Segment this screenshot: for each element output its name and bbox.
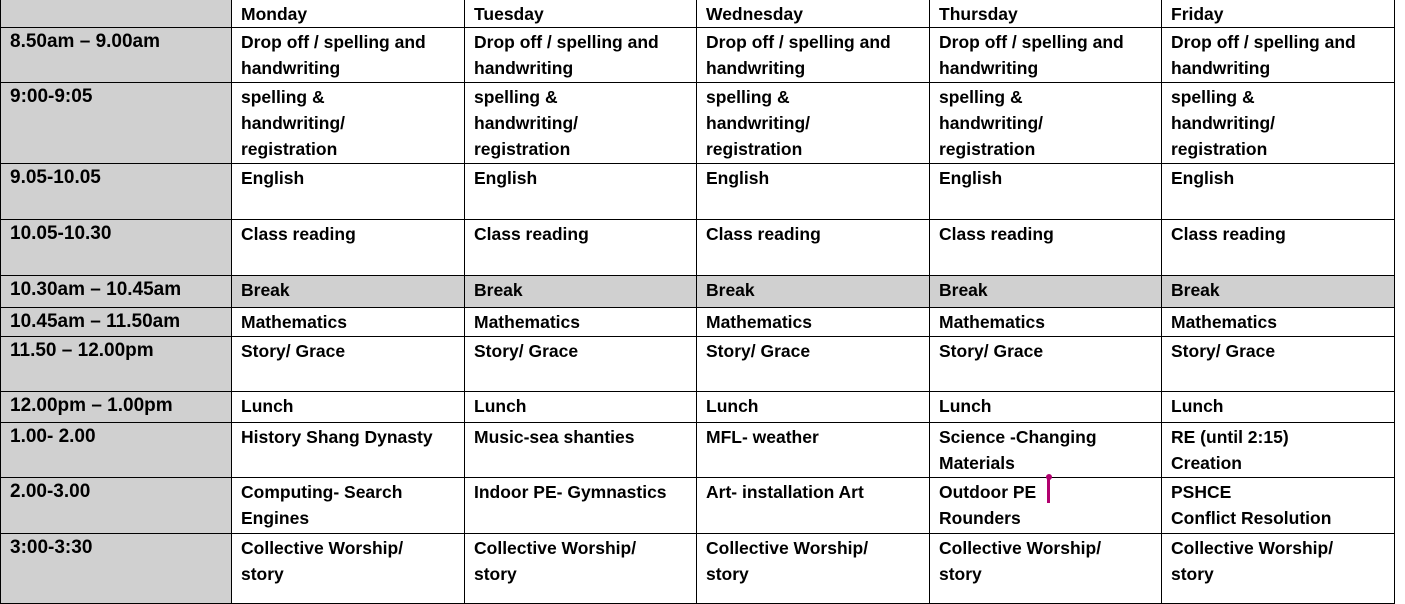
lesson-cell: Lunch <box>232 392 465 423</box>
lesson-cell: Drop off / spelling and handwriting <box>697 28 930 83</box>
lesson-cell: Break <box>930 276 1162 308</box>
day-header-tuesday: Tuesday <box>465 0 697 28</box>
lesson-cell: MFL- weather <box>697 423 930 478</box>
table-row <box>1 83 1395 164</box>
lesson-cell: Lunch <box>465 392 697 423</box>
text-cursor-marker <box>1047 478 1050 503</box>
header-row <box>1 0 1395 28</box>
table-row <box>1 28 1395 83</box>
lesson-cell: Collective Worship/ story <box>232 534 465 604</box>
lesson-cell: Mathematics <box>930 308 1162 337</box>
day-header-wednesday: Wednesday <box>697 0 930 28</box>
table-row <box>1 478 1395 534</box>
lesson-cell: Outdoor PE Rounders <box>930 478 1162 534</box>
lesson-cell: Story/ Grace <box>930 337 1162 392</box>
table-row <box>1 534 1395 604</box>
lesson-cell: RE (until 2:15) Creation <box>1162 423 1395 478</box>
table-row <box>1 392 1395 423</box>
lesson-cell: Class reading <box>930 220 1162 276</box>
lesson-cell: Mathematics <box>465 308 697 337</box>
lesson-cell: Story/ Grace <box>697 337 930 392</box>
lesson-cell: Class reading <box>1162 220 1395 276</box>
lesson-cell: English <box>1162 164 1395 220</box>
lesson-cell: Break <box>1162 276 1395 308</box>
lesson-cell: Indoor PE- Gymnastics <box>465 478 697 534</box>
lesson-cell: spelling & handwriting/ registration <box>930 83 1162 164</box>
lesson-cell: spelling & handwriting/ registration <box>1162 83 1395 164</box>
lesson-cell: Collective Worship/ story <box>465 534 697 604</box>
time-cell: 11.50 – 12.00pm <box>1 337 232 392</box>
lesson-cell: spelling & handwriting/ registration <box>465 83 697 164</box>
lesson-cell: spelling & handwriting/ registration <box>232 83 465 164</box>
lesson-cell: Class reading <box>465 220 697 276</box>
day-header-monday: Monday <box>232 0 465 28</box>
lesson-cell: English <box>465 164 697 220</box>
lesson-cell: Story/ Grace <box>465 337 697 392</box>
time-cell: 2.00-3.00 <box>1 478 232 534</box>
time-cell: 1.00- 2.00 <box>1 423 232 478</box>
lesson-cell: Story/ Grace <box>1162 337 1395 392</box>
lesson-cell: Collective Worship/ story <box>1162 534 1395 604</box>
lesson-cell: PSHCE Conflict Resolution <box>1162 478 1395 534</box>
lesson-cell: English <box>930 164 1162 220</box>
table-row <box>1 423 1395 478</box>
lesson-cell: Drop off / spelling and handwriting <box>1162 28 1395 83</box>
lesson-cell: Art- installation Art <box>697 478 930 534</box>
lesson-cell: Mathematics <box>1162 308 1395 337</box>
time-cell: 3:00-3:30 <box>1 534 232 604</box>
day-header-friday: Friday <box>1162 0 1395 28</box>
lesson-cell: Lunch <box>1162 392 1395 423</box>
lesson-cell: Break <box>232 276 465 308</box>
time-cell: 10.45am – 11.50am <box>1 308 232 337</box>
lesson-cell: Drop off / spelling and handwriting <box>465 28 697 83</box>
table-row <box>1 308 1395 337</box>
lesson-cell: History Shang Dynasty <box>232 423 465 478</box>
time-cell: 8.50am – 9.00am <box>1 28 232 83</box>
lesson-cell: Mathematics <box>232 308 465 337</box>
day-header-thursday: Thursday <box>930 0 1162 28</box>
time-header-cell <box>1 0 232 28</box>
lesson-cell: Drop off / spelling and handwriting <box>930 28 1162 83</box>
lesson-cell: spelling & handwriting/ registration <box>697 83 930 164</box>
lesson-cell: Computing- Search Engines <box>232 478 465 534</box>
lesson-cell: Music-sea shanties <box>465 423 697 478</box>
lesson-cell: Lunch <box>930 392 1162 423</box>
lesson-cell: Collective Worship/ story <box>930 534 1162 604</box>
lesson-cell: Mathematics <box>697 308 930 337</box>
lesson-cell: Lunch <box>697 392 930 423</box>
lesson-cell: Class reading <box>697 220 930 276</box>
time-cell: 12.00pm – 1.00pm <box>1 392 232 423</box>
lesson-cell: Break <box>697 276 930 308</box>
lesson-cell: Break <box>465 276 697 308</box>
lesson-cell: English <box>697 164 930 220</box>
table-row-break <box>1 276 1395 308</box>
time-cell: 10.05-10.30 <box>1 220 232 276</box>
time-cell: 9:00-9:05 <box>1 83 232 164</box>
lesson-cell: Science -Changing Materials <box>930 423 1162 478</box>
table-row <box>1 164 1395 220</box>
lesson-cell: Collective Worship/ story <box>697 534 930 604</box>
table-row <box>1 337 1395 392</box>
table-row <box>1 220 1395 276</box>
lesson-cell: English <box>232 164 465 220</box>
time-cell: 9.05-10.05 <box>1 164 232 220</box>
lesson-cell: Story/ Grace <box>232 337 465 392</box>
lesson-cell: Drop off / spelling and handwriting <box>232 28 465 83</box>
time-cell: 10.30am – 10.45am <box>1 276 232 308</box>
lesson-cell: Class reading <box>232 220 465 276</box>
